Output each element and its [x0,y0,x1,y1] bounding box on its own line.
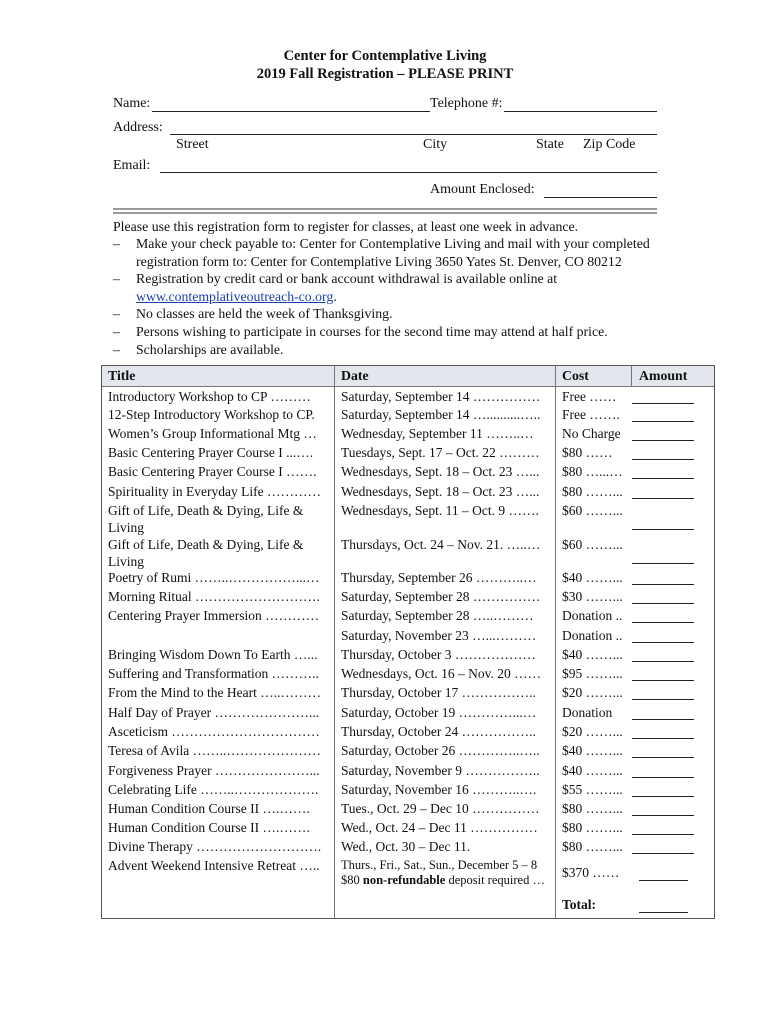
amount-field[interactable] [632,834,694,835]
table-cell-date: Wednesday, September 11 ……..… [341,426,534,441]
table-cell-date: Wed., Oct. 30 – Dec 11. [341,839,471,854]
amount-enclosed-label: Amount Enclosed: [430,182,535,197]
table-cell-title: Poetry of Rumi ……..……………...… [108,570,320,585]
amount-field[interactable] [632,777,694,778]
table-cell-cost: Free ……. [562,407,620,422]
column-divider [555,366,556,918]
amount-field[interactable] [632,584,694,585]
table-cell-title: Basic Centering Prayer Course I ...…. [108,445,314,460]
table-cell-title: Forgiveness Prayer …………………... [108,763,320,778]
total-field[interactable] [639,912,688,913]
table-cell-cost: $30 ……... [562,589,623,604]
table-cell-title: Half Day of Prayer …………………... [108,705,320,720]
table-cell-cost: $40 ……... [562,647,623,662]
table-cell-title: Basic Centering Prayer Course I ……. [108,464,317,479]
amount-field[interactable] [632,699,694,700]
amount-field[interactable] [632,563,694,564]
table-cell-date: Wednesdays, Sept. 18 – Oct. 23 …... [341,484,540,499]
table-cell-date: Wednesdays, Oct. 16 – Nov. 20 …… [341,666,542,681]
table-cell-title: Human Condition Course II ….……. [108,801,310,816]
table-cell-cost: Donation .. [562,608,623,623]
table-header [102,366,714,387]
amount-field[interactable] [632,661,694,662]
address-label: Address: [113,120,163,135]
name-label: Name: [113,96,151,111]
table-cell-date: Saturday, November 16 ………..…. [341,782,537,797]
list-item: Persons wishing to participate in courses for the second time may attend at half price. [136,324,608,339]
amount-field[interactable] [632,815,694,816]
table-cell-date: Thursday, September 26 ………..… [341,570,537,585]
table-cell-cost: $40 ……... [562,570,623,585]
table-cell-cost: $20 ……... [562,685,623,700]
table-cell-title: Centering Prayer Immersion ………… [108,608,320,623]
amount-field[interactable] [632,757,694,758]
table-cell-date: Saturday, September 28 …………… [341,589,541,604]
amount-field[interactable] [632,738,694,739]
header-title: Title [108,368,136,383]
table-cell-date: Thursday, October 3 ……………… [341,647,536,662]
table-cell-date: Saturday, November 9 …………….. [341,763,540,778]
zip-label: Zip Code [583,137,636,152]
table-cell-title: Celebrating Life ……..………………. [108,782,319,797]
table-cell-cost: $95 ……... [562,666,623,681]
table-cell-cost: $60 ……... [562,503,623,518]
table-cell-title: Suffering and Transformation ……….. [108,666,319,681]
table-cell-date: Wed., Oct. 24 – Dec 11 …………… [341,820,538,835]
table-cell-date-note [341,873,545,888]
table-cell-date: Saturday, September 28 …..……… [341,608,534,623]
amount-field[interactable] [632,403,694,404]
table-cell-date: Tuesdays, Sept. 17 – Oct. 22 ……… [341,445,540,460]
table-cell-cost: $80 ……... [562,820,623,835]
table-cell-cost: $80 …...… [562,464,623,479]
table-cell-title: Human Condition Course II ….……. [108,820,310,835]
amount-field[interactable] [632,498,694,499]
header-amount: Amount [639,368,688,383]
table-cell-cost: $80 ……... [562,839,623,854]
page-title: Center for Contemplative Living [283,48,487,64]
bullet-dash: – [113,324,120,339]
table-cell-date: Saturday, October 19 …………...… [341,705,537,720]
table-cell-title: Bringing Wisdom Down To Earth …... [108,647,318,662]
amount-field[interactable] [632,796,694,797]
deposit-suffix: deposit required … [445,873,545,887]
table-cell-title: Morning Ritual ………………………. [108,589,320,604]
table-cell-cost: $80 ……... [562,484,623,499]
table-cell-date: Thursday, October 24 …………….. [341,724,536,739]
table-cell-title: Divine Therapy ………………………. [108,839,322,854]
website-link[interactable]: www.contemplativeoutreach-co.org [136,288,334,304]
list-item: Registration by credit card or bank account withdrawal is available online at [136,271,558,287]
instructions-list [0,235,770,365]
table-cell-cost: $40 ……... [562,743,623,758]
amount-field[interactable] [632,529,694,530]
table-cell-cost: Donation [562,705,613,720]
table-cell-title: From the Mind to the Heart …..……… [108,685,321,700]
table-cell-title: 12-Step Introductory Workshop to CP. [108,407,315,422]
table-cell-title: Women’s Group Informational Mtg … [108,426,317,441]
amount-field[interactable] [632,421,694,422]
table-cell-title: Gift of Life, Death & Dying, Life & Living [108,503,304,535]
table-cell-cost: $80 ……... [562,801,623,816]
table-cell-date: Wednesdays, Sept. 18 – Oct. 23 …... [341,464,540,479]
divider [113,212,657,214]
table-cell-title: Gift of Life, Death & Dying, Life & Living [108,537,304,569]
amount-field[interactable] [632,719,694,720]
table-cell-date: Saturday, September 14 …..........….. [341,407,541,422]
table-cell-cost: $20 ……... [562,724,623,739]
telephone-field[interactable] [504,111,657,112]
table-cell-cost: $40 ……... [562,763,623,778]
page-subtitle: 2019 Fall Registration – PLEASE PRINT [256,66,514,82]
header-cost: Cost [562,368,589,383]
email-label: Email: [113,158,151,173]
bullet-dash: – [113,236,120,251]
table-cell-title: Advent Weekend Intensive Retreat ….. [108,858,320,873]
table-cell-title: Asceticism …………………………… [108,724,320,739]
street-label: Street [176,137,209,152]
column-divider [631,366,632,386]
amount-field[interactable] [632,459,694,460]
amount-field[interactable] [632,622,694,623]
table-cell-cost: $55 ……... [562,782,623,797]
list-item: registration form to: Center for Contemplative Living 3650 Yates St. Denver, CO 80212 [136,253,622,269]
table-cell-cost: $60 ……... [562,537,623,552]
table-cell-cost: No Charge [562,426,621,441]
list-item: Scholarships are available. [136,341,284,357]
amount-enclosed-field[interactable] [544,197,657,198]
table-cell-cost: Donation .. [562,628,623,643]
amount-field[interactable] [632,680,694,681]
header-date: Date [341,368,369,383]
amount-field[interactable] [632,440,694,441]
email-field[interactable] [160,172,657,173]
table-cell-date: Thurs., Fri., Sat., Sun., December 5 – 8 [341,858,538,872]
link-suffix: . [333,288,337,304]
table-cell-date: Saturday, October 26 …………..….. [341,743,540,758]
amount-field[interactable] [632,642,694,643]
bullet-dash: – [113,306,120,322]
amount-field[interactable] [632,478,694,479]
table-cell-date: Saturday, November 23 …...……… [341,628,537,643]
bullet-dash: – [113,341,120,357]
table-cell-date: Wednesdays, Sept. 11 – Oct. 9 ……. [341,503,539,518]
table-cell-date: Saturday, September 14 …………… [341,389,541,404]
divider [113,208,657,210]
table-cell-cost: $80 …… [562,445,613,460]
bullet-dash: – [113,271,120,287]
instructions-intro: Please use this registration form to register for classes, at least one week in advance. [113,219,579,234]
list-item: Make your check payable to: Center for Contemplative Living and mail with your completed [136,236,650,251]
address-field[interactable] [170,134,657,135]
amount-field[interactable] [639,880,688,881]
state-label: State [536,137,564,152]
telephone-label: Telephone #: [430,96,503,111]
non-refundable-label: non-refundable [362,873,446,887]
table-cell-date: Tues., Oct. 29 – Dec 10 …………… [341,801,540,816]
table-cell-date: Thursdays, Oct. 24 – Nov. 21. …..… [341,537,541,552]
amount-field[interactable] [632,853,694,854]
table-cell-title: Spirituality in Everyday Life ………… [108,484,321,499]
table-cell-cost: Free …… [562,389,617,404]
deposit-amount: $80 [341,873,363,887]
table-cell-cost: $370 …… [562,865,620,880]
amount-field[interactable] [632,603,694,604]
list-item: No classes are held the week of Thanksgiving. [136,306,393,322]
column-divider [334,366,335,918]
table-cell-title: Introductory Workshop to CP ……… [108,389,311,404]
table-cell-title: Teresa of Avila ……..………………… [108,743,321,758]
website-link-line [136,288,337,306]
city-label: City [423,137,448,152]
total-label: Total: [562,897,597,912]
table-cell-date: Thursday, October 17 …………….. [341,685,536,700]
name-field[interactable] [152,111,430,112]
